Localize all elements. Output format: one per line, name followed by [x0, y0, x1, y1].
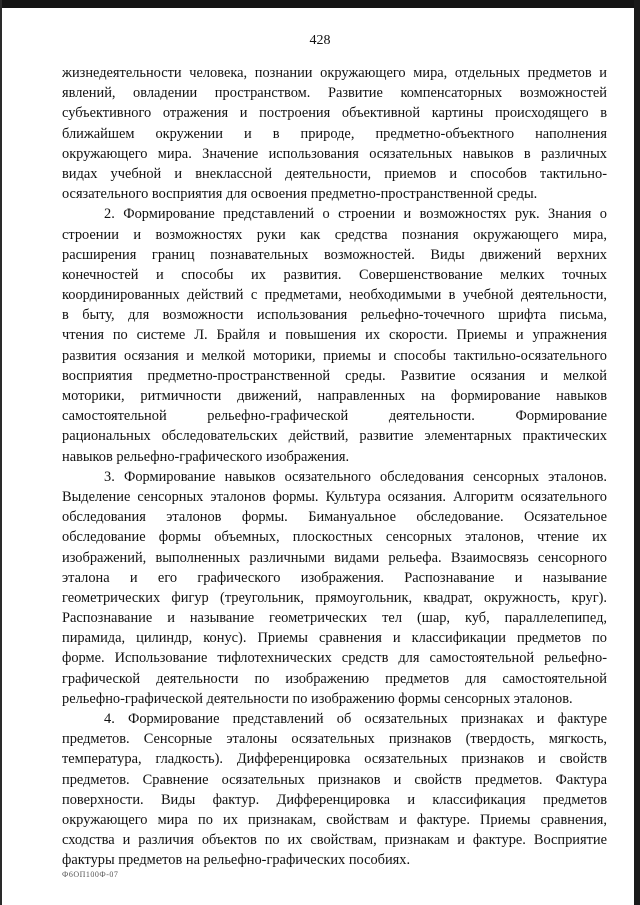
- text-line: навыков рельефно-графического изображения.: [62, 448, 350, 465]
- text-line: температура, гладкость). Дифференцировка осязательных признаков и свойств: [62, 751, 607, 768]
- text-line: Распознавание и называние геометрических тел (шар, куб, параллелепипед,: [62, 610, 607, 627]
- text-line: 4. Формирование представлений об осязательных признаках и фактуре: [104, 711, 607, 727]
- text-line: сходства и различия объектов по их свойствам, признакам и фактуре. Восприятие: [62, 832, 607, 849]
- text-line: жизнедеятельности человека, познании окружающего мира, отдельных предметов и: [62, 65, 607, 81]
- text-line: поверхности. Виды фактур. Дифференцировка и классификация предметов: [62, 791, 607, 808]
- text-line: форме. Использование тифлотехнических средств для самостоятельной рельефно-: [62, 650, 607, 667]
- text-line: чтения по системе Л. Брайля и повышения их скорости. Приемы и упражнения: [62, 327, 607, 344]
- page-number: 428: [309, 33, 331, 48]
- text-line: осязательного восприятия для освоения предметно-пространственной среды.: [62, 186, 538, 203]
- scan-border-right: [634, 0, 640, 905]
- text-line: самостоятельной рельефно-графической деятельности. Формирование: [62, 408, 607, 425]
- text-line: строении и возможностях руки как средства познания окружающего мира,: [62, 226, 607, 243]
- text-line: субъективного отражения и построения объективной картины происходящего в: [62, 105, 607, 122]
- text-line: конечностей и способы их развития. Совершенствование мелких точных: [62, 266, 607, 283]
- text-line: расширения границ познавательных возможностей. Виды движений верхних: [62, 246, 607, 263]
- text-line: геометрических фигур (треугольник, прямоугольник, квадрат, окружность, круг).: [62, 589, 607, 606]
- text-line: видах учебной и внеклассной деятельности, приемов и способов тактильно-: [62, 165, 607, 182]
- text-line: рациональных обследовательских действий, развитие элементарных практических: [62, 428, 607, 445]
- text-line: Выделение сенсорных эталонов формы. Культура осязания. Алгоритм осязательного: [62, 488, 607, 505]
- text-line: предметов. Сравнение осязательных признаков и свойств предметов. Фактура: [62, 771, 607, 788]
- document-body: [62, 63, 607, 871]
- text-line: эталона и его графического изображения. Распознавание и называние: [62, 569, 607, 586]
- text-line: в быту, для возможности использования рельефно-точечного шрифта письма,: [62, 307, 607, 324]
- text-line: моторики, ритмичности движений, направленных на формирование навыков: [62, 388, 607, 404]
- text-line: восприятия предметно-пространственной среды. Развитие осязания и мелкой: [62, 367, 607, 384]
- text-line: изображений, выполненных различными видами рельефа. Взаимосвязь сенсорного: [62, 549, 607, 566]
- text-line: обследование формы объемных, плоскостных сенсорных эталонов, чтение их: [62, 529, 607, 546]
- text-line: предметов. Сенсорные эталоны осязательных признаков (твердость, мягкость,: [62, 731, 607, 748]
- text-line: развития осязания и мелкой моторики, приемы и способы тактильно-осязательного: [62, 347, 607, 364]
- scan-border-top: [0, 0, 640, 8]
- text-line: явлений, овладении пространством. Развитие компенсаторных возможностей: [62, 85, 607, 102]
- text-line: 2. Формирование представлений о строении и возможностях рук. Знания о: [104, 206, 607, 223]
- text-line: координированных действий с предметами, необходимыми в учебной деятельности,: [62, 287, 607, 304]
- text-line: графической деятельности по изображению предметов для самостоятельной: [62, 670, 607, 687]
- text-line: ближайшем окружении и в природе, предметно-объектного наполнения: [62, 125, 607, 142]
- text-line: фактуры предметов на рельефно-графических пособиях.: [62, 852, 411, 869]
- text-line: окружающего мира по их признакам, свойствам и фактуре. Приемы сравнения,: [62, 811, 607, 828]
- text-line: пирамида, цилиндр, конус). Приемы сравнения и классификации предметов по: [62, 630, 607, 647]
- text-line: 3. Формирование навыков осязательного обследования сенсорных эталонов.: [104, 468, 607, 485]
- scan-border-left: [0, 0, 2, 905]
- footer-code: Ф6ОП100Ф-07: [62, 870, 119, 879]
- text-line: окружающего мира. Значение использования осязательных навыков в различных: [62, 145, 607, 162]
- text-line: рельефно-графической деятельности по изображению формы сенсорных эталонов.: [62, 690, 573, 707]
- text-line: обследования эталонов формы. Бимануальное обследование. Осязательное: [62, 509, 607, 526]
